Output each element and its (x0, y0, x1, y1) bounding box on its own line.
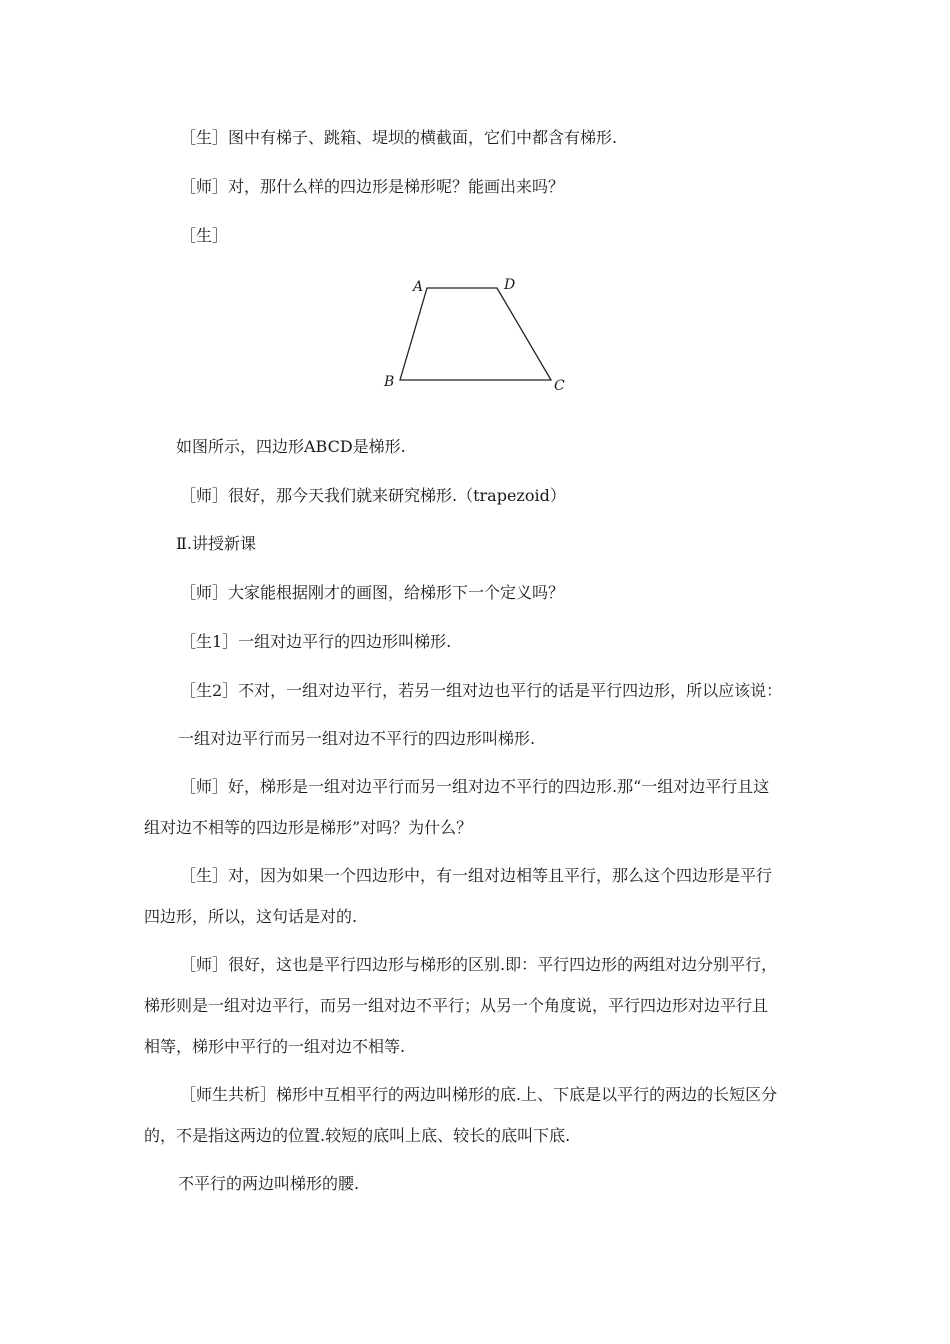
paragraph-teacher-4-cont: 组对边不相等的四边形是梯形”对吗？为什么？ (144, 818, 473, 837)
paragraph-student-2: ［生］ (180, 226, 229, 245)
vertex-label-d: D (504, 277, 516, 293)
section-heading: Ⅱ.讲授新课 (176, 534, 256, 553)
paragraph-teacher-4: ［师］好，梯形是一组对边平行而另一组对边不平行的四边形.那“一组对边平行且这 (180, 777, 770, 796)
paragraph-student-5: ［生］对，因为如果一个四边形中，有一组对边相等且平行，那么这个四边形是平行 (180, 866, 773, 885)
paragraph-joint-analysis: ［师生共析］梯形中互相平行的两边叫梯形的底.上、下底是以平行的两边的长短区分 (180, 1085, 778, 1104)
paragraph-student-4: ［生2］不对，一组对边平行，若另一组对边也平行的话是平行四边形，所以应该说： (180, 681, 783, 700)
paragraph-student-4-cont: 一组对边平行而另一组对边不平行的四边形叫梯形. (178, 729, 536, 748)
paragraph-teacher-5: ［师］很好，这也是平行四边形与梯形的区别.即：平行四边形的两组对边分别平行， (180, 955, 778, 974)
paragraph-joint-analysis-cont: 的，不是指这两边的位置.较短的底叫上底、较长的底叫下底. (144, 1126, 571, 1145)
paragraph-student-1: ［生］图中有梯子、跳箱、堤坝的横截面，它们中都含有梯形. (180, 128, 618, 147)
paragraph-student-5-cont: 四边形，所以，这句话是对的. (144, 907, 358, 926)
paragraph-teacher-3: ［师］大家能根据刚才的画图，给梯形下一个定义吗？ (180, 583, 565, 602)
vertex-label-a: A (413, 279, 424, 295)
paragraph-teacher-2: ［师］很好，那今天我们就来研究梯形.（trapezoid） (180, 486, 566, 505)
vertex-label-b: B (384, 374, 395, 390)
trapezoid-shape (400, 288, 551, 380)
paragraph-legs-definition: 不平行的两边叫梯形的腰. (178, 1174, 360, 1193)
trapezoid-figure (380, 272, 570, 392)
paragraph-student-3: ［生1］一组对边平行的四边形叫梯形. (180, 632, 452, 651)
vertex-label-c: C (554, 378, 565, 392)
paragraph-teacher-5-cont-1: 梯形则是一组对边平行，而另一组对边不平行；从另一个角度说，平行四边形对边平行且 (144, 996, 769, 1015)
paragraph-figure-caption: 如图所示，四边形ABCD是梯形. (176, 437, 406, 456)
paragraph-teacher-1: ［师］对，那什么样的四边形是梯形呢？能画出来吗？ (180, 177, 565, 196)
paragraph-teacher-5-cont-2: 相等，梯形中平行的一组对边不相等. (144, 1037, 406, 1056)
